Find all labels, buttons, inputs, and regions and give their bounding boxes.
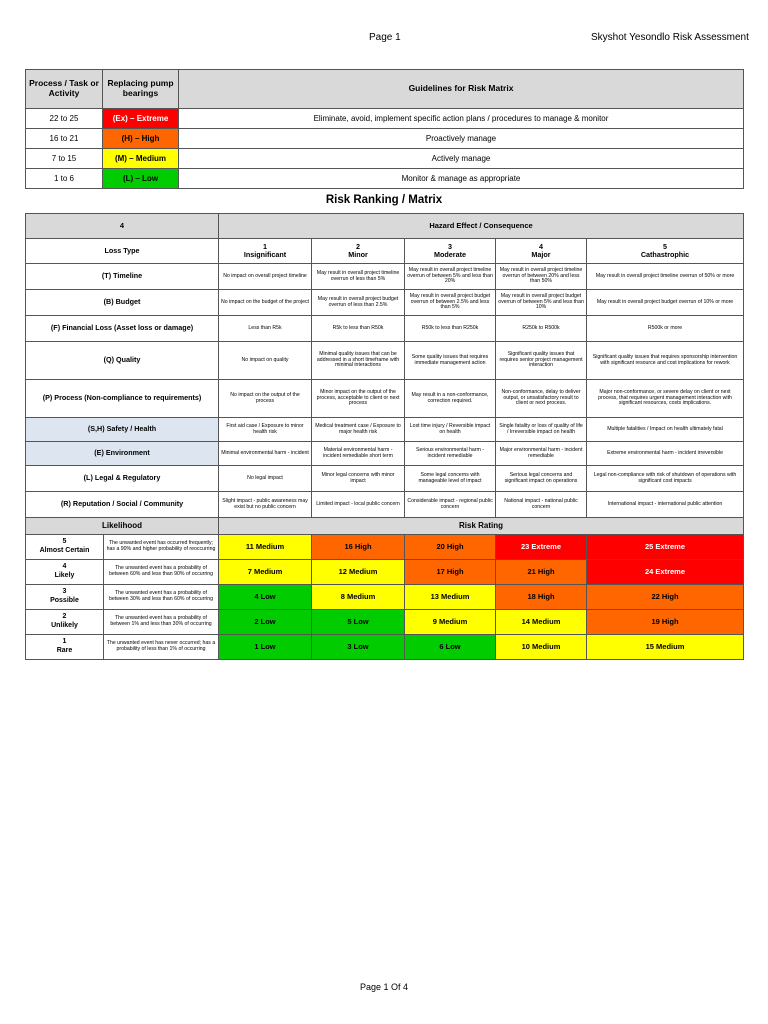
- consequence-description: May result in overall project timeline overrun of 50% or more: [587, 264, 744, 290]
- consequence-description: Significant quality issues that requires senior project management interaction: [496, 342, 587, 380]
- loss-type-label: (P) Process (Non-compliance to requirements): [26, 380, 219, 418]
- likelihood-level: [26, 635, 104, 660]
- risk-level: (M) – Medium: [103, 149, 179, 169]
- consequence-description: First aid case / Exposure to minor health risk: [219, 418, 312, 442]
- loss-type-row: [26, 466, 744, 492]
- risk-level: (Ex) – Extreme: [103, 109, 179, 129]
- document-title: Skyshot Yesondlo Risk Assessment: [591, 32, 749, 43]
- loss-type-row: [26, 264, 744, 290]
- likelihood-row: [26, 535, 744, 560]
- consequence-description: Less than R5k: [219, 316, 312, 342]
- likelihood-level: [26, 560, 104, 585]
- likelihood-row: [26, 585, 744, 610]
- guideline-text: Eliminate, avoid, implement specific action plans / procedures to manage & monitor: [179, 109, 744, 129]
- risk-rating-cell: 10 Medium: [496, 635, 587, 660]
- likelihood-name: Unlikely: [51, 622, 78, 629]
- risk-rating-cell: 24 Extreme: [587, 560, 744, 585]
- risk-rating-cell: 13 Medium: [405, 585, 496, 610]
- risk-rating-cell: 5 Low: [312, 610, 405, 635]
- likelihood-level: [26, 585, 104, 610]
- process-header: Process / Task or Activity: [26, 70, 103, 109]
- risk-matrix-table: [25, 213, 744, 660]
- likelihood-description: The unwanted event has a probability of between 60% and less than 90% of occurring: [104, 560, 219, 585]
- consequence-description: May result in overall project budget overrun of 10% or more: [587, 290, 744, 316]
- likelihood-header: Likelihood: [26, 518, 219, 535]
- risk-level: (L) – Low: [103, 169, 179, 189]
- matrix-corner: 4: [26, 214, 219, 239]
- consequence-description: Major non-conformance, or severe delay on client or next process, that requires urgent management interaction with significant resources, costs implications.: [587, 380, 744, 418]
- consequence-description: May result in overall project budget overrun of between 2.5% and less than 5%: [405, 290, 496, 316]
- loss-type-row: [26, 316, 744, 342]
- loss-type-label: (Q) Quality: [26, 342, 219, 380]
- page-number: Page 1: [369, 32, 401, 43]
- consequence-description: May result in overall project timeline overrun of between 20% and less than 50%: [496, 264, 587, 290]
- likelihood-header-row: [26, 518, 744, 535]
- matrix-title: Risk Ranking / Matrix: [325, 194, 443, 206]
- consequence-category: [587, 239, 744, 264]
- loss-type-label: (S,H) Safety / Health: [26, 418, 219, 442]
- consequence-description: No impact on the output of the process: [219, 380, 312, 418]
- consequence-description: No impact on the budget of the project: [219, 290, 312, 316]
- loss-type-label: (T) Timeline: [26, 264, 219, 290]
- risk-rating-cell: 22 High: [587, 585, 744, 610]
- score-range: 7 to 15: [26, 149, 103, 169]
- likelihood-description: The unwanted event has never occurred; has a probability of less than 1% of occurring: [104, 635, 219, 660]
- consequence-description: Minor legal concerns with minor impact: [312, 466, 405, 492]
- consequence-description: Multiple fatalities / Impact on health ultimately fatal: [587, 418, 744, 442]
- consequence-description: Extreme environmental harm - incident irreversible: [587, 442, 744, 466]
- consequence-description: R250k to R500k: [496, 316, 587, 342]
- page-footer: Page 1 Of 4: [360, 982, 409, 992]
- guideline-text: Proactively manage: [179, 129, 744, 149]
- consequence-description: Material environmental harm - incident remediable short term: [312, 442, 405, 466]
- risk-rating-cell: 18 High: [496, 585, 587, 610]
- risk-rating-cell: 2 Low: [219, 610, 312, 635]
- consequence-description: Legal non-compliance with risk of shutdown of operations with significant cost impacts: [587, 466, 744, 492]
- guidelines-header-row: [26, 70, 744, 109]
- likelihood-level: [26, 535, 104, 560]
- consequence-description: R500k or more: [587, 316, 744, 342]
- consequence-category: [219, 239, 312, 264]
- risk-rating-cell: 16 High: [312, 535, 405, 560]
- consequence-description: Slight impact - public awareness may exist but no public concern: [219, 492, 312, 518]
- guideline-row: [26, 149, 744, 169]
- consequence-description: Minimal quality issues that can be addressed in a short timeframe with minimal interactions: [312, 342, 405, 380]
- loss-type-row: [26, 442, 744, 466]
- consequence-category: [496, 239, 587, 264]
- risk-rating-cell: 21 High: [496, 560, 587, 585]
- guidelines-header: Guidelines for Risk Matrix: [179, 70, 744, 109]
- risk-rating-cell: 1 Low: [219, 635, 312, 660]
- consequence-description: May result in overall project timeline overrun of between 5% and less than 20%: [405, 264, 496, 290]
- consequence-description: Serious environmental harm - incident remediable: [405, 442, 496, 466]
- consequence-description: Some quality issues that requires immediate management action: [405, 342, 496, 380]
- category-name: Cathastrophic: [640, 250, 690, 259]
- likelihood-number: 3: [62, 588, 67, 596]
- loss-type-row: [26, 290, 744, 316]
- category-number: 2: [356, 241, 361, 251]
- risk-rating-cell: 4 Low: [219, 585, 312, 610]
- consequence-description: May result in overall project budget overrun of between 5% and less than 10%: [496, 290, 587, 316]
- likelihood-description: The unwanted event has a probability of between 1% and less than 30% of occurring: [104, 610, 219, 635]
- likelihood-row: [26, 635, 744, 660]
- risk-rating-cell: 11 Medium: [219, 535, 312, 560]
- likelihood-number: 4: [62, 563, 67, 571]
- risk-rating-cell: 25 Extreme: [587, 535, 744, 560]
- risk-rating-cell: 23 Extreme: [496, 535, 587, 560]
- category-number: 3: [448, 241, 453, 251]
- guidelines-table: [25, 69, 744, 189]
- guideline-row: [26, 129, 744, 149]
- likelihood-name: Possible: [50, 597, 79, 604]
- risk-rating-cell: 9 Medium: [405, 610, 496, 635]
- likelihood-name: Rare: [56, 647, 73, 654]
- consequence-description: Non-conformance, delay to deliver output, or unsatisfactory result to client or next process.: [496, 380, 587, 418]
- risk-rating-cell: 19 High: [587, 610, 744, 635]
- loss-type-label: (R) Reputation / Social / Community: [26, 492, 219, 518]
- loss-type-label: (B) Budget: [26, 290, 219, 316]
- loss-type-row: [26, 342, 744, 380]
- consequence-description: Significant quality issues that requires sponsorship intervention with significant resource and cost implications for rework: [587, 342, 744, 380]
- loss-type-label: (E) Environment: [26, 442, 219, 466]
- consequence-description: Considerable impact - regional public concern: [405, 492, 496, 518]
- loss-type-header: Loss Type: [26, 239, 219, 264]
- likelihood-name: Likely: [54, 572, 75, 579]
- loss-type-row: [26, 418, 744, 442]
- risk-rating-cell: 3 Low: [312, 635, 405, 660]
- guideline-row: [26, 109, 744, 129]
- risk-rating-cell: 14 Medium: [496, 610, 587, 635]
- likelihood-number: 5: [62, 538, 67, 546]
- category-number: 5: [663, 241, 668, 251]
- category-row: [26, 239, 744, 264]
- category-number: 1: [263, 241, 268, 251]
- consequence-category: [405, 239, 496, 264]
- score-range: 22 to 25: [26, 109, 103, 129]
- consequence-description: No impact on quality: [219, 342, 312, 380]
- category-number: 4: [539, 241, 544, 251]
- consequence-description: May result in overall project timeline overrun of less than 5%: [312, 264, 405, 290]
- consequence-description: No impact on overall project timeline: [219, 264, 312, 290]
- consequence-description: R50k to less than R250k: [405, 316, 496, 342]
- consequence-description: R5k to less than R50k: [312, 316, 405, 342]
- score-range: 1 to 6: [26, 169, 103, 189]
- likelihood-number: 1: [62, 638, 67, 646]
- consequence-description: Single fatality or loss of quality of life / Irreversible impact on health: [496, 418, 587, 442]
- consequence-description: Medical treatment case / Exposure to major health risk: [312, 418, 405, 442]
- likelihood-description: The unwanted event has occurred frequently; has a 90% and higher probability of reoccurring: [104, 535, 219, 560]
- consequence-description: Minor impact on the output of the process, acceptable to client or next process: [312, 380, 405, 418]
- consequence-description: Limited impact - local public concern: [312, 492, 405, 518]
- consequence-description: No legal impact: [219, 466, 312, 492]
- category-name: Minor: [348, 250, 368, 259]
- consequence-description: Some legal concerns with manageable level of impact: [405, 466, 496, 492]
- guideline-text: Actively manage: [179, 149, 744, 169]
- risk-rating-cell: 15 Medium: [587, 635, 744, 660]
- consequence-description: International impact - international public attention: [587, 492, 744, 518]
- risk-rating-cell: 7 Medium: [219, 560, 312, 585]
- risk-rating-header: Risk Rating: [219, 518, 744, 535]
- category-name: Major: [531, 250, 551, 259]
- guideline-text: Monitor & manage as appropriate: [179, 169, 744, 189]
- risk-level: (H) – High: [103, 129, 179, 149]
- likelihood-row: [26, 610, 744, 635]
- likelihood-row: [26, 560, 744, 585]
- risk-rating-cell: 17 High: [405, 560, 496, 585]
- consequence-description: National impact - national public concern: [496, 492, 587, 518]
- consequence-description: May result in a non-conformance, correction required.: [405, 380, 496, 418]
- risk-rating-cell: 20 High: [405, 535, 496, 560]
- category-name: Insignificant: [243, 250, 287, 259]
- loss-type-row: [26, 492, 744, 518]
- consequence-description: Major environmental harm - incident remediable: [496, 442, 587, 466]
- likelihood-level: [26, 610, 104, 635]
- activity-header: Replacing pump bearings: [103, 70, 179, 109]
- risk-rating-cell: 8 Medium: [312, 585, 405, 610]
- loss-type-label: (F) Financial Loss (Asset loss or damage): [26, 316, 219, 342]
- guideline-row: [26, 169, 744, 189]
- hazard-header: Hazard Effect / Consequence: [219, 214, 744, 239]
- likelihood-description: The unwanted event has a probability of between 30% and less than 60% of occurring: [104, 585, 219, 610]
- consequence-description: Lost time injury / Reversible impact on health: [405, 418, 496, 442]
- risk-rating-cell: 12 Medium: [312, 560, 405, 585]
- consequence-description: May result in overall project budget overrun of less than 2.5%: [312, 290, 405, 316]
- category-name: Moderate: [434, 250, 466, 259]
- risk-rating-cell: 6 Low: [405, 635, 496, 660]
- loss-type-row: [26, 380, 744, 418]
- loss-type-label: (L) Legal & Regulatory: [26, 466, 219, 492]
- matrix-top-row: [26, 214, 744, 239]
- likelihood-number: 2: [62, 613, 67, 621]
- likelihood-name: Almost Certain: [39, 547, 90, 554]
- consequence-description: Serious legal concerns and significant impact on operations: [496, 466, 587, 492]
- consequence-description: Minimal environmental harm - incident: [219, 442, 312, 466]
- score-range: 16 to 21: [26, 129, 103, 149]
- consequence-category: [312, 239, 405, 264]
